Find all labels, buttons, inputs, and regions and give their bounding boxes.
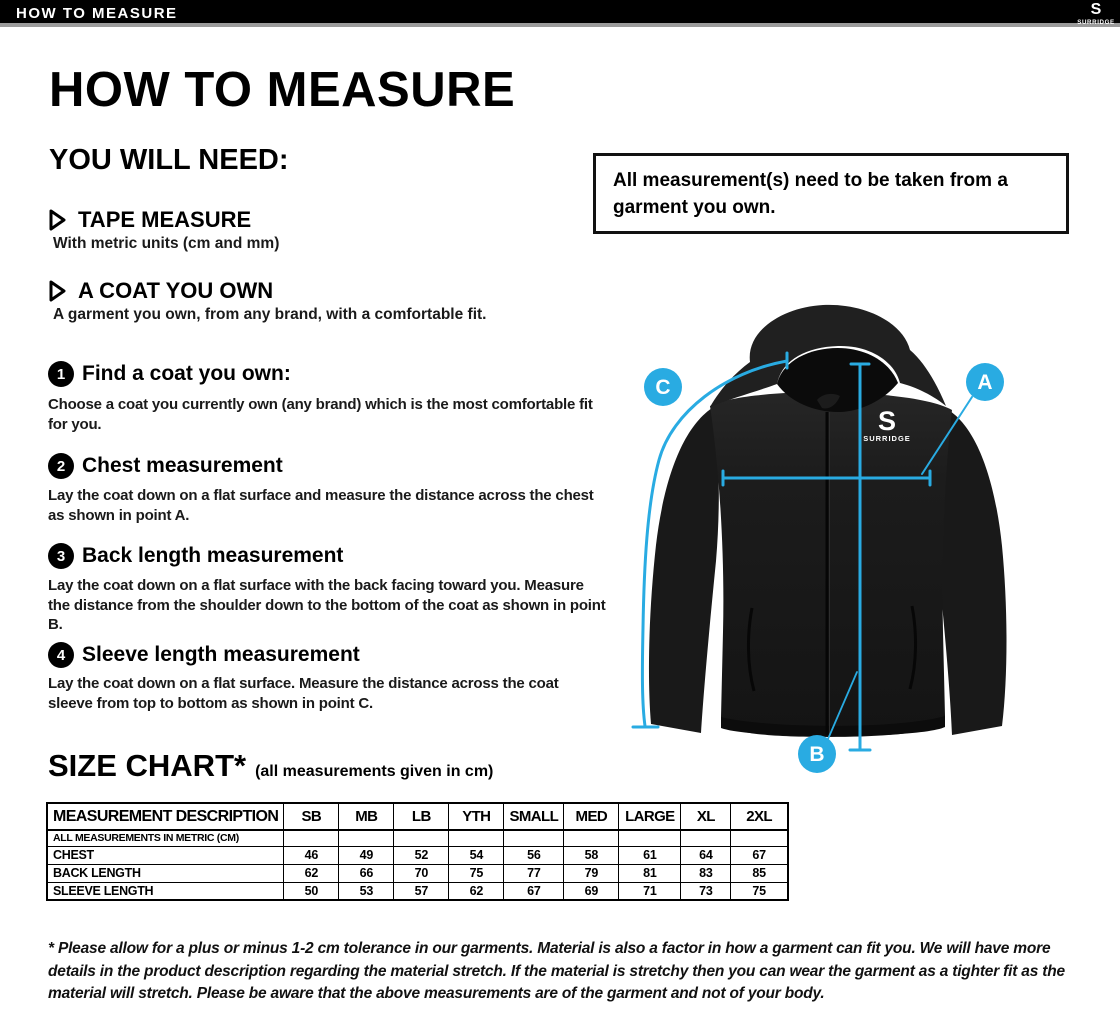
- table-row-sleeve-length: SLEEVE LENGTH 50 53 57 62 67 69 71 73 75: [47, 882, 788, 900]
- jacket-logo-text: SURRIDGE: [863, 434, 911, 443]
- step-2-description: Lay the coat down on a flat surface and measure the distance across the chest as shown in point A.: [48, 487, 594, 524]
- col-header-sb: SB: [284, 803, 339, 830]
- step-4-title-row: [48, 642, 360, 668]
- col-header-2xl: 2XL: [731, 803, 788, 830]
- step-3-title-row: [48, 543, 343, 569]
- surridge-logo-icon: [1056, 0, 1116, 27]
- step-3-description: Lay the coat down on a flat surface with the back facing toward you. Measure the distance from the shoulder down to the bottom of the coat as shown in point B.: [48, 577, 606, 633]
- table-row-chest: CHEST 46 49 52 54 56 58 61 64 67: [47, 846, 788, 864]
- jacket-measurement-diagram: [600, 290, 1120, 802]
- step-4-description: Lay the coat down on a flat surface. Measure the distance across the coat sleeve from top to bottom as shown in point C.: [48, 675, 559, 712]
- metric-note-row: [47, 830, 788, 846]
- col-header-xl: XL: [681, 803, 731, 830]
- jacket-zipper: [827, 412, 830, 735]
- size-chart-table: [46, 802, 789, 901]
- step-2-title-row: [48, 453, 283, 479]
- step-2-title: Chest measurement: [82, 454, 283, 477]
- row-label: SLEEVE LENGTH: [47, 882, 284, 900]
- col-header-large: LARGE: [619, 803, 681, 830]
- page-title: HOW TO MEASURE: [49, 63, 516, 117]
- col-header-med: MED: [564, 803, 619, 830]
- col-header-small: SMALL: [504, 803, 564, 830]
- need-item-coat-desc: A garment you own, from any brand, with a comfortable fit.: [53, 306, 487, 323]
- point-b-label: B: [809, 743, 825, 766]
- tolerance-footnote: * Please allow for a plus or minus 1-2 cm tolerance in our garments. Material is also a factor in how a garment can fit you. We will have more details in the product description regarding the material stretch. If the material is stretchy then you can wear the garment as a tighter fit as the material will stretch. Please be aware that the above measurements are of the garment and not of your body.: [48, 940, 1065, 1002]
- table-row-back-length: BACK LENGTH 62 66 70 75 77 79 81 83 85: [47, 864, 788, 882]
- need-item-tape-measure: TAPE MEASURE: [78, 207, 252, 232]
- row-label: CHEST: [47, 846, 284, 864]
- step-3-title: Back length measurement: [82, 544, 344, 567]
- jacket-hood: [710, 305, 946, 412]
- top-bar-title: HOW TO MEASURE: [16, 5, 178, 22]
- step-1-title-row: [48, 361, 291, 387]
- size-chart-header-row: [47, 803, 788, 830]
- col-header-description: MEASUREMENT DESCRIPTION: [47, 803, 284, 830]
- step-1-description: Choose a coat you currently own (any brand) which is the most comfortable fit for you.: [48, 396, 593, 433]
- step-3-number: 3: [48, 543, 74, 569]
- need-item-coat: A COAT YOU OWN: [78, 278, 274, 303]
- col-header-lb: LB: [394, 803, 449, 830]
- metric-note-cell: ALL MEASUREMENTS IN METRIC (CM): [47, 830, 284, 846]
- triangle-bullet-icon: [48, 208, 68, 232]
- triangle-bullet-icon: [48, 279, 68, 303]
- size-chart-subtitle: (all measurements given in cm): [255, 763, 494, 780]
- step-4-number: 4: [48, 642, 74, 668]
- point-a-label: A: [977, 371, 993, 394]
- step-1-number: 1: [48, 361, 74, 387]
- col-header-yth: YTH: [449, 803, 504, 830]
- size-chart-heading-row: [48, 748, 493, 784]
- svg-text:S: S: [1090, 1, 1102, 18]
- step-1-title: Find a coat you own:: [82, 362, 291, 385]
- row-label: BACK LENGTH: [47, 864, 284, 882]
- top-bar: [0, 0, 1120, 27]
- need-item-tape-measure-desc: With metric units (cm and mm): [53, 235, 280, 252]
- callout-box: All measurement(s) need to be taken from a garment you own.: [593, 153, 1069, 234]
- you-will-need-heading: YOU WILL NEED:: [49, 144, 289, 176]
- step-2-number: 2: [48, 453, 74, 479]
- size-chart-title: SIZE CHART*: [48, 748, 247, 783]
- surridge-logo-text: SURRIDGE: [1077, 19, 1115, 26]
- col-header-mb: MB: [339, 803, 394, 830]
- jacket-body: [710, 392, 952, 737]
- point-c-label: C: [655, 376, 671, 399]
- step-4-title: Sleeve length measurement: [82, 643, 360, 666]
- svg-text:S: S: [877, 406, 897, 436]
